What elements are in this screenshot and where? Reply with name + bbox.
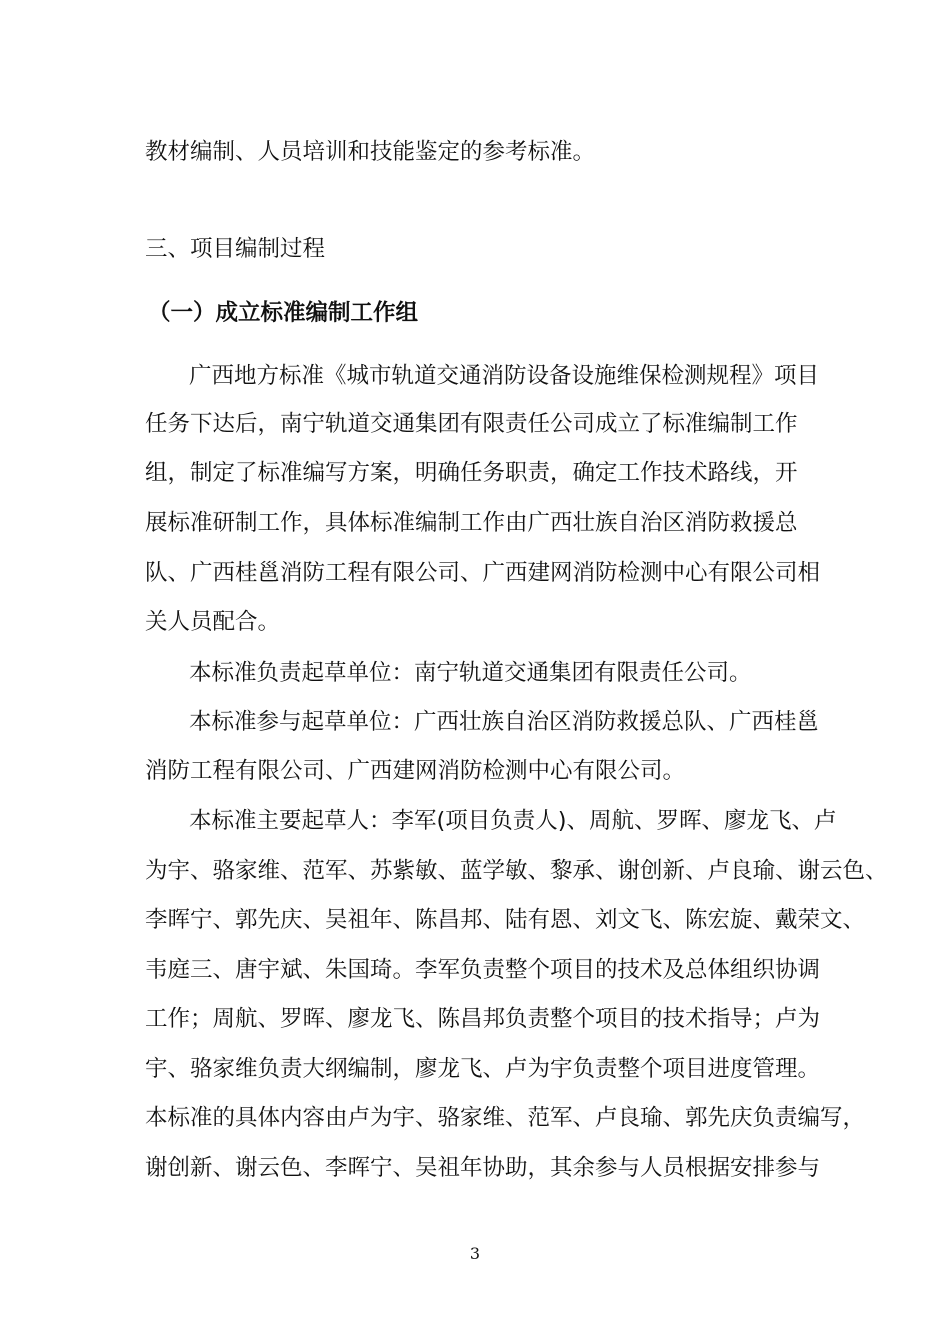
paragraph-line: 韦庭三、唐宇斌、朱国琦。李军负责整个项目的技术及总体组织协调 bbox=[145, 957, 821, 983]
paragraph-line: 展标准研制工作，具体标准编制工作由广西壮族自治区消防救援总 bbox=[145, 510, 798, 536]
continuation-line: 教材编制、人员培训和技能鉴定的参考标准。 bbox=[145, 139, 596, 165]
subsection-heading: （一）成立标准编制工作组 bbox=[148, 300, 419, 326]
paragraph-line: 本标准负责起草单位：南宁轨道交通集团有限责任公司。 bbox=[189, 660, 752, 686]
paragraph-line: 工作；周航、罗晖、廖龙飞、陈昌邦负责整个项目的技术指导；卢为 bbox=[145, 1006, 821, 1032]
paragraph-line: 本标准参与起草单位：广西壮族自治区消防救援总队、广西桂邕 bbox=[189, 709, 820, 735]
paragraph-line: 组，制定了标准编写方案，明确任务职责，确定工作技术路线，开 bbox=[145, 460, 798, 486]
paragraph-line: 广西地方标准《城市轨道交通消防设备设施维保检测规程》项目 bbox=[189, 363, 820, 389]
paragraph-line: 消防工程有限公司、广西建网消防检测中心有限公司。 bbox=[145, 758, 686, 784]
section-heading: 三、项目编制过程 bbox=[145, 236, 326, 262]
paragraph-line: 为宇、骆家维、范军、苏紫敏、蓝学敏、黎承、谢创新、卢良瑜、谢云色、 bbox=[145, 858, 888, 884]
paragraph-line: 本标准主要起草人：李军(项目负责人)、周航、罗晖、廖龙飞、卢 bbox=[189, 808, 837, 834]
paragraph-line: 本标准的具体内容由卢为宇、骆家维、范军、卢良瑜、郭先庆负责编写， bbox=[145, 1105, 866, 1131]
paragraph-line: 任务下达后，南宁轨道交通集团有限责任公司成立了标准编制工作 bbox=[145, 411, 798, 437]
paragraph-line: 宇、骆家维负责大纲编制，廖龙飞、卢为宇负责整个项目进度管理。 bbox=[145, 1056, 821, 1082]
page-number: 3 bbox=[469, 1244, 481, 1263]
paragraph-line: 队、广西桂邕消防工程有限公司、广西建网消防检测中心有限公司相 bbox=[145, 560, 821, 586]
paragraph-line: 关人员配合。 bbox=[145, 609, 281, 635]
paragraph-line: 谢创新、谢云色、李晖宁、吴祖年协助，其余参与人员根据安排参与 bbox=[145, 1155, 821, 1181]
paragraph-line: 李晖宁、郭先庆、吴祖年、陈昌邦、陆有恩、刘文飞、陈宏旋、戴荣文、 bbox=[145, 907, 866, 933]
